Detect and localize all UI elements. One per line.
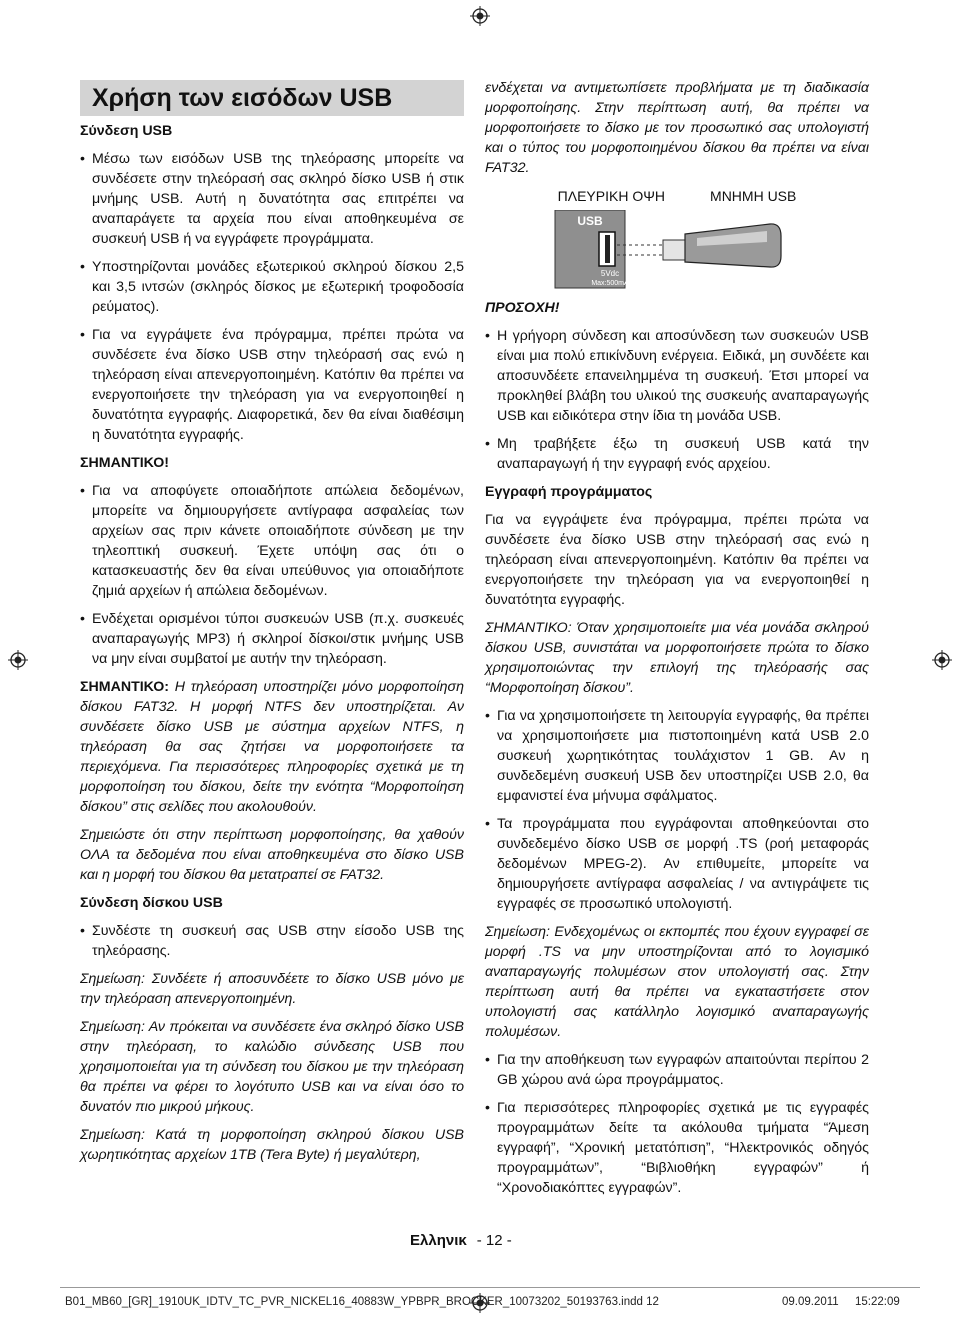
side-view-label: ΠΛΕΥΡΙΚΗ ΟΨΗ — [557, 188, 666, 204]
important-label: ΣΗΜΑΝΤΙΚΟ: — [80, 679, 170, 695]
registration-mark-icon — [470, 6, 490, 26]
disk-connection-heading: Σύνδεση δίσκου USB — [80, 895, 223, 911]
list-item: • Η γρήγορη σύνδεση και αποσύνδεση των συσκευών USB είναι μια πολύ επικίνδυνη ενέργεια. Ειδικά, μη συνδέετε και αποσυνδέετε επανειλημμένα τη συσκευή. Έτσι μπορεί να προκληθεί βλάβη του υλικού της συσκευής αναπαραγωγής USB και ειδικότερα στην ίδια τη μονάδα USB. — [485, 326, 869, 426]
usb-memory-label: ΜΝΗΜΗ USB — [710, 188, 797, 204]
right-column — [485, 78, 869, 1206]
list-item: • Συνδέστε τη συσκευή σας USB στην είσοδο USB της τηλεόρασης. — [80, 921, 464, 961]
usb-diagram — [485, 210, 869, 290]
imprint-time: 15:22:09 — [855, 1296, 900, 1308]
diagram-labels — [485, 186, 869, 206]
list-item: • Για να αποφύγετε οποιαδήποτε απώλεια δεδομένων, μπορείτε να δημιουργήσετε αντίγραφα ασφαλείας των αρχείων σας πριν κάνετε οποιαδήποτε σύνδεση με την τηλεοπτική συσκευή. Έχετε υπόψη σας ότι ο κατασκευαστής δεν θα είναι υπεύθυνος για οποιαδήποτε ζημιά αρχείων ή απώλεια δεδομένων. — [80, 481, 464, 601]
usb-port-icon — [599, 232, 615, 266]
registration-mark-icon — [932, 650, 952, 670]
list-item: • Για να χρησιμοποιήσετε τη λειτουργία εγγραφής, θα πρέπει να χρησιμοποιήσετε μια πιστοποιημένη κατά USB 2.0 συσκευή χωρητικότητας τουλάχιστον 1 GB. Αν η συνδεδεμένη συσκευή USB δεν υποστηρίζει USB 2.0, θα εμφανιστεί ένα μήνυμα σφάλματος. — [485, 706, 869, 806]
page-footer — [410, 1232, 512, 1249]
diagram-max-label: Max:500mA — [591, 280, 629, 287]
caution-heading: ΠΡΟΣΟΧΗ! — [485, 300, 560, 316]
usb-connection-heading: Σύνδεση USB — [80, 123, 173, 139]
imprint-date: 09.09.2011 — [782, 1296, 839, 1308]
important-fat32-paragraph — [80, 677, 464, 817]
footer-language: Ελληνικ — [410, 1232, 467, 1249]
list-item: • Για την αποθήκευση των εγγραφών απαιτούνται περίπου 2 GB χώρου ανά ώρα προγράμματος. — [485, 1050, 869, 1090]
left-column — [80, 80, 464, 1173]
list-item: • Μη τραβήξετε έξω τη συσκευή USB κατά την αναπαραγωγή ή την εγγραφή ενός αρχείου. — [485, 434, 869, 474]
list-item: • Μέσω των εισόδων USB της τηλεόρασης μπορείτε να συνδέσετε στην τηλεόρασή σας σκληρό δίσκο USB ή στικ μνήμης USB. Αυτή η δυνατότητα σας επιτρέπει να αναπαράγετε τα αρχεία που είναι αποθηκευμένα σε συσκευή USB ή να εγγράφετε προγράμματα. — [80, 149, 464, 249]
note: Σημείωση: Συνδέετε ή αποσυνδέετε το δίσκο USB μόνο με την τηλεόραση απενεργοποιημένη. — [80, 971, 464, 1007]
diagram-usb-label: USB — [577, 214, 603, 228]
list-item: • Υποστηρίζονται μονάδες εξωτερικού σκληρού δίσκου 2,5 και 3,5 ιντσών (σκληρός δίσκος με εξωτερική τροφοδοσία ρεύματος). — [80, 257, 464, 317]
note: Σημείωση: Ενδεχομένως οι εκπομπές που έχουν εγγραφεί σε μορφή .TS να μην υποστηρίζονται από το λογισμικό αναπαραγωγής πολυμέσων στον υπολογιστή σας. Στην περίπτωση αυτή θα πρέπει να εγκαταστήσετε στον υπολογιστή σας κατάλληλο λογισμικό αναπαραγωγής πολυμέσων. — [485, 924, 869, 1040]
registration-mark-icon — [8, 650, 28, 670]
usb-stick-icon — [485, 210, 869, 290]
note: Σημείωση: Αν πρόκειται να συνδέσετε ένα σκληρό δίσκο USB στην τηλεόραση, το καλώδιο σύνδεσης USB που χρησιμοποιείται για τη σύνδεση του δίσκου με την τηλεόραση θα πρέπει να φέρει το λογότυπο USB και να είναι όσο το δυνατόν πιο μικρού μήκους. — [80, 1019, 464, 1115]
imprint-filename: B01_MB60_[GR]_1910UK_IDTV_TC_PVR_NICKEL16_40883W_YPBPR_BROCKER_10073202_50193763.indd 12 — [65, 1296, 659, 1308]
recording-heading: Εγγραφή προγράμματος — [485, 484, 653, 500]
diagram-power-label: 5Vdc — [600, 269, 620, 278]
format-note: Σημειώστε ότι στην περίπτωση μορφοποίησης, θα χαθούν ΟΛΑ τα δεδομένα που είναι αποθηκευμένα στο δίσκο USB και η μορφή του δίσκου θα μετατραπεί σε FAT32. — [80, 827, 464, 883]
important-fat32-text: Η τηλεόραση υποστηρίζει μόνο μορφοποίηση δίσκου FAT32. Η μορφή NTFS δεν υποστηρίζεται. Αν συνδέσετε δίσκο USB με σύστημα αρχείων NTFS, η τηλεόραση θα σας ζητήσει να μορφοποιήσετε τα περιεχόμενα. Για περισσότερες πληροφορίες σχετικά με τη μορφοποίηση του δίσκου, δείτε την ενότητα “Μορφοποίηση δίσκου” στις σελίδες που ακολουθούν. — [80, 679, 464, 815]
divider — [60, 1287, 920, 1288]
note: Σημείωση: Κατά τη μορφοποίηση σκληρού δίσκου USB χωρητικότητας αρχείων 1TB (Tera Byte) ή μεγαλύτερη, — [80, 1127, 464, 1163]
page-number: - 12 - — [476, 1232, 512, 1249]
page-title: Χρήση των εισόδων USB — [80, 80, 464, 116]
important-heading: ΣΗΜΑΝΤΙΚΟ! — [80, 455, 170, 471]
list-item: • Τα προγράμματα που εγγράφονται αποθηκεύονται στο συνδεδεμένο δίσκο USB σε μορφή .TS (ροή μεταφοράς δεδομένων MPEG-2). Αν επιθυμείτε, μπορείτε να δημιουργήσετε αντίγραφα ασφαλείας / να αντιγράψετε τις εγγραφές σε προσωπικό υπολογιστή. — [485, 814, 869, 914]
important-new-disk: ΣΗΜΑΝΤΙΚΟ: Όταν χρησιμοποιείτε μια νέα μονάδα σκληρού δίσκου USB, συνιστάται να μορφοποιήσετε πρώτα το δίσκο χρησιμοποιώντας την επιλογή της τηλεόρασής σας “Μορφοποίηση δίσκου”. — [485, 620, 869, 696]
continued-text: ενδέχεται να αντιμετωπίσετε προβλήματα με τη διαδικασία μορφοποίησης. Στην περίπτωση αυτή, θα πρέπει να μορφοποιήσετε το δίσκο με τον προσωπικό σας υπολογιστή και ο τύπος του μορφοποιημένου δίσκου θα πρέπει να είναι FAT32. — [485, 80, 869, 176]
list-item: • Για περισσότερες πληροφορίες σχετικά με τις εγγραφές προγραμμάτων δείτε τα ακόλουθα τμήματα “Άμεση εγγραφή”, “Χρονική μετατόπιση”, “Ηλεκτρονικός οδηγός προγραμμάτων”, “Βιβλιοθήκη εγγραφών” ή “Χρονοδιακόπτες εγγραφών”. — [485, 1098, 869, 1198]
list-item: • Ενδέχεται ορισμένοι τύποι συσκευών USB (π.χ. συσκευές αναπαραγωγής MP3) ή σκληροί δίσκοι/στικ μνήμης USB να μην είναι συμβατοί με αυτήν την τηλεόραση. — [80, 609, 464, 669]
recording-text: Για να εγγράψετε ένα πρόγραμμα, πρέπει πρώτα να συνδέσετε ένα δίσκο USB στην τηλεόρασή σας ενώ η τηλεόραση είναι απενεργοποιημένη. Κατόπιν θα πρέπει να ενεργοποιήσετε την τηλεόραση για να ενεργοποιηθεί η δυνατότητα εγγραφής. — [485, 512, 869, 608]
list-item: • Για να εγγράψετε ένα πρόγραμμα, πρέπει πρώτα να συνδέσετε ένα δίσκο USB στην τηλεόρασή σας ενώ η τηλεόραση είναι απενεργοποιημένη. Κατόπιν θα πρέπει να ενεργοποιήσετε την τηλεόραση για να ενεργοποιηθεί η δυνατότητα εγγραφής. Διαφορετικά, δεν θα είναι διαθέσιμη η δυνατότητα εγγραφής. — [80, 325, 464, 445]
